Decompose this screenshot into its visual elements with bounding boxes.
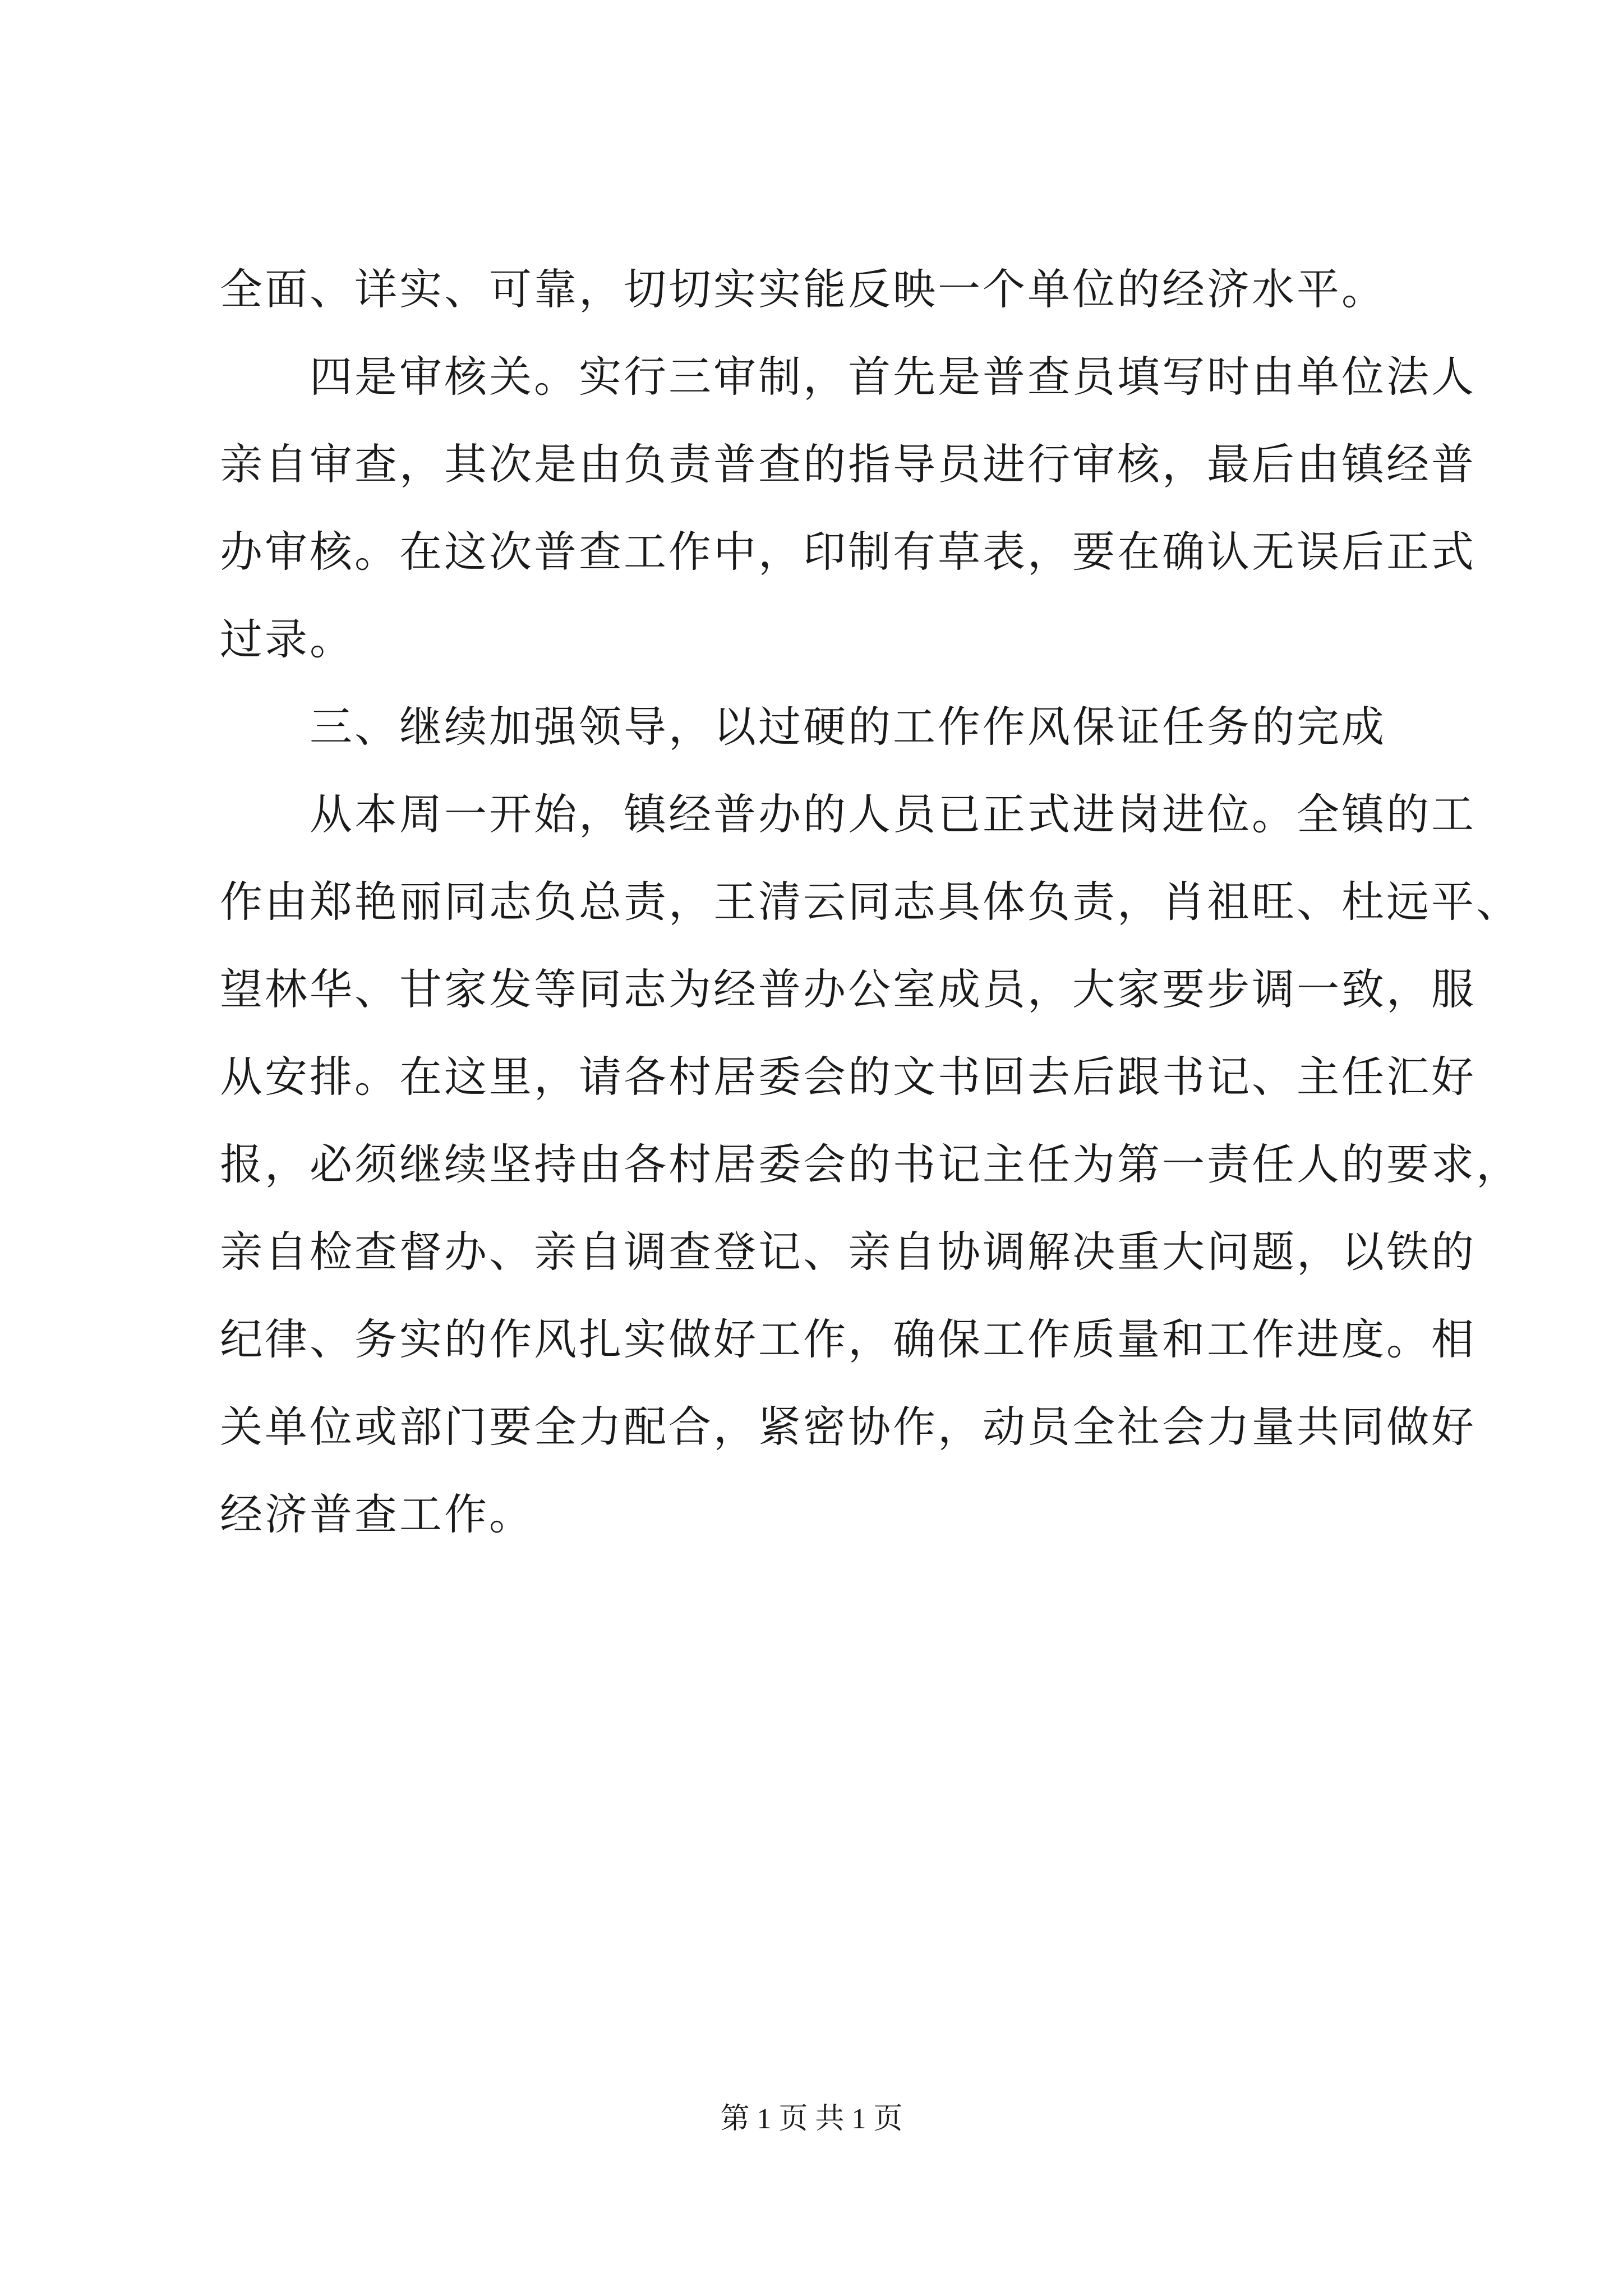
body-text — [220, 246, 1521, 1558]
text-line: 亲自审查，其次是由负责普查的指导员进行审核，最后由镇经普 — [220, 439, 1476, 489]
text-line: 作由郑艳丽同志负总责，王清云同志具体负责，肖祖旺、杜远平、 — [220, 877, 1521, 927]
text-line: 过录。 — [220, 614, 354, 664]
text-line: 办审核。在这次普查工作中，印制有草表，要在确认无误后正式 — [220, 527, 1476, 577]
page-footer: 第 1 页 共 1 页 — [720, 2103, 903, 2135]
text-line: 从安排。在这里，请各村居委会的文书回去后跟书记、主任汇好 — [220, 1052, 1476, 1102]
paragraph-line: 四是审核关。实行三审制，首先是普查员填写时由单位法人 — [310, 352, 1476, 402]
text-line: 全面、详实、可靠，切切实实能反映一个单位的经济水平。 — [220, 264, 1386, 314]
text-line: 亲自检查督办、亲自调查登记、亲自协调解决重大问题，以铁的 — [220, 1227, 1476, 1277]
section-heading: 三、继续加强领导，以过硬的工作作风保证任务的完成 — [310, 702, 1386, 752]
text-line: 关单位或部门要全力配合，紧密协作，动员全社会力量共同做好 — [220, 1402, 1476, 1452]
paragraph-line: 从本周一开始，镇经普办的人员已正式进岗进位。全镇的工 — [310, 789, 1476, 839]
text-line: 望林华、甘家发等同志为经普办公室成员，大家要步调一致，服 — [220, 964, 1476, 1014]
text-line: 报，必须继续坚持由各村居委会的书记主任为第一责任人的要求， — [220, 1139, 1521, 1189]
text-line: 经济普查工作。 — [220, 1489, 534, 1539]
text-line: 纪律、务实的作风扎实做好工作，确保工作质量和工作进度。相 — [220, 1314, 1476, 1364]
